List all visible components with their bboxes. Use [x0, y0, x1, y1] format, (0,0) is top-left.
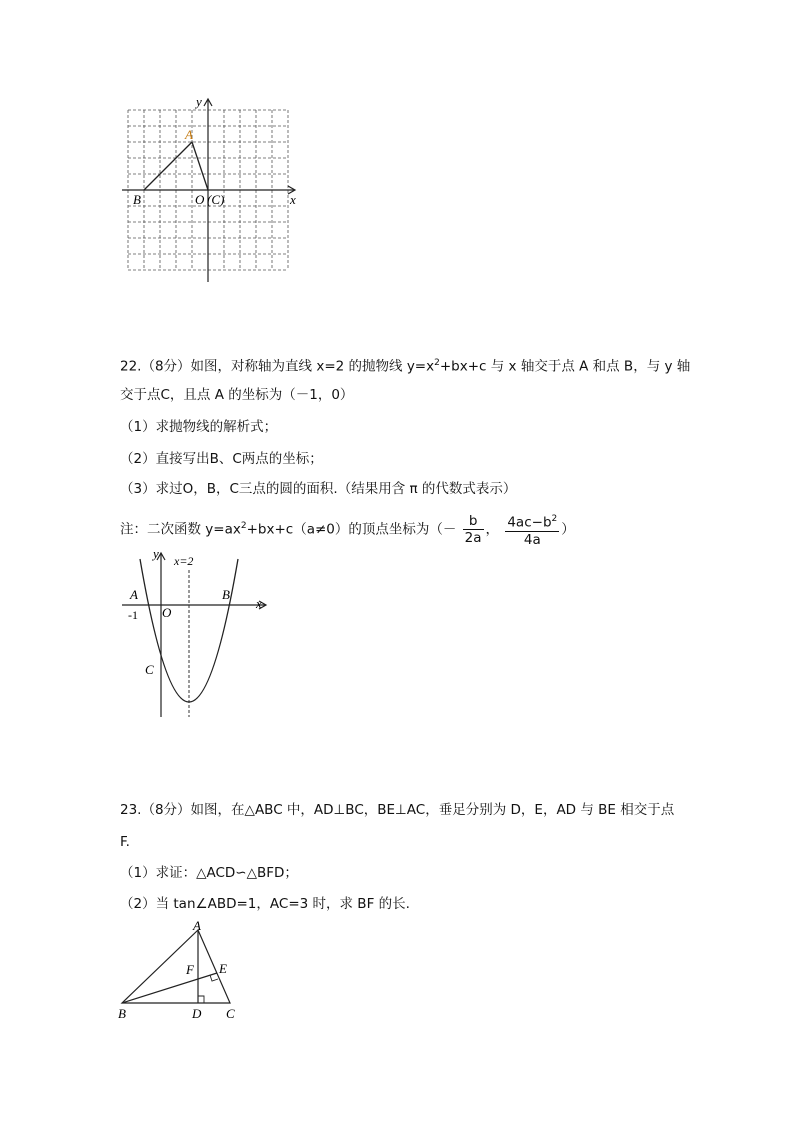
label-a: A	[130, 587, 138, 602]
label-axis-x2: x=2	[174, 554, 194, 568]
q22-stem: 22.（8分）如图，对称轴为直线 x=2 的抛物线 $y=x^2+bx+c$ 与 x 轴交于点 A 和点 B，与 y 轴	[120, 358, 691, 375]
label-b: B	[222, 587, 230, 602]
parabola-figure	[118, 545, 278, 725]
vertex-y-fraction: $\frac{4ac-b^2}{4a}$	[505, 511, 559, 548]
label-e: E	[219, 961, 227, 976]
label-d: D	[192, 1006, 202, 1021]
triangle-figure	[112, 918, 252, 1028]
q22-part-3: （3）求过O，B，C三点的圆的面积.（结果用含 π 的代数式表示）	[120, 481, 517, 497]
q22-part-2: （2）直接写出B、C两点的坐标；	[120, 451, 323, 467]
grid-triangle-figure	[118, 92, 308, 287]
label-o: O	[162, 605, 172, 620]
label-f: F	[186, 962, 194, 977]
label-b: B	[133, 192, 141, 207]
label-c: (C)	[207, 192, 225, 207]
label-y: y	[153, 546, 159, 561]
label-b: B	[118, 1006, 126, 1021]
q22-part-1: （1）求抛物线的解析式；	[120, 419, 278, 435]
q23-part-2: （2）当 tan∠ABD=1，AC=3 时，求 BF 的长.	[120, 896, 410, 912]
label-x: x	[290, 192, 296, 207]
q23-stem: 23.（8分）如图，在△ABC 中，AD⊥BC，BE⊥AC，垂足分别为 D，E，AD 与 BE 相交于点	[120, 802, 675, 818]
label-c: C	[226, 1006, 235, 1021]
axes	[122, 99, 295, 282]
q22-note: 注：二次函数 $y=ax^2+bx+c(a\ne 0)$的顶点坐标为（－ $\frac{b}{2a}$ ， $\frac{4ac-b^2}{4a}$ ）	[120, 513, 575, 548]
q23-part-1: （1）求证：△ACD∽△BFD；	[120, 865, 298, 881]
label-o: O	[195, 192, 205, 207]
label-x: x	[256, 596, 262, 611]
label-neg1: -1	[128, 608, 138, 622]
label-a: A	[193, 918, 201, 933]
label-y: y	[196, 94, 202, 109]
label-c: C	[145, 662, 154, 677]
label-a: A	[185, 127, 193, 142]
vertex-x-fraction: $\frac{b}{2a}$	[464, 513, 482, 546]
q23-stem-2: F.	[120, 834, 130, 850]
q22-stem-2: 交于点C，且点 A 的坐标为（－1，0）	[120, 387, 354, 403]
